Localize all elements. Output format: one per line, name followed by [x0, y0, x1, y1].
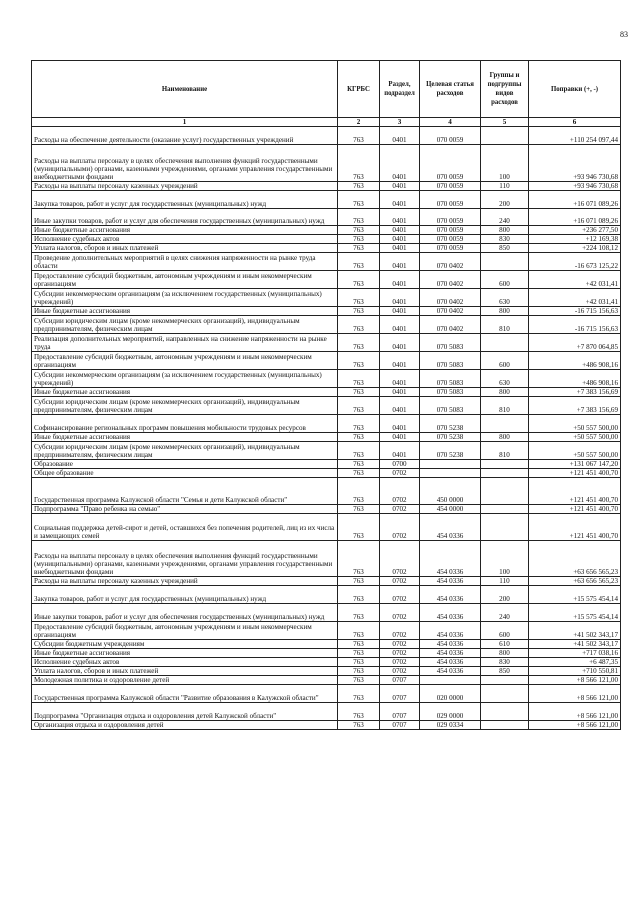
row-amount-cell: +12 169,38 [529, 235, 621, 244]
row-amount-cell: +7 870 064,85 [529, 334, 621, 352]
row-section-cell: 0401 [380, 145, 420, 182]
row-type-cell: 810 [481, 442, 529, 460]
table-row [32, 370, 621, 388]
row-kgrbs-cell: 763 [338, 586, 380, 604]
row-kgrbs-cell: 763 [338, 209, 380, 226]
column-number: 4 [420, 118, 481, 127]
row-type-cell: 630 [481, 370, 529, 388]
row-kgrbs-cell: 763 [338, 388, 380, 397]
row-amount-cell: +16 071 089,26 [529, 191, 621, 209]
row-type-cell [481, 676, 529, 685]
row-kgrbs-cell: 763 [338, 352, 380, 370]
table-row [32, 307, 621, 316]
table-row [32, 244, 621, 253]
row-name-cell: Молодежная политика и оздоровление детей [32, 676, 338, 685]
row-name-cell: Закупка товаров, работ и услуг для государственных (муниципальных) нужд [32, 191, 338, 209]
row-type-cell: 800 [481, 433, 529, 442]
row-kgrbs-cell: 763 [338, 442, 380, 460]
row-kgrbs-cell: 763 [338, 397, 380, 415]
row-kgrbs-cell: 763 [338, 541, 380, 577]
budget-amendments-table [31, 60, 621, 730]
row-type-cell [481, 685, 529, 703]
table-row [32, 415, 621, 433]
row-amount-cell: -16 715 156,63 [529, 316, 621, 334]
row-target-cell: 070 5238 [420, 442, 481, 460]
row-type-cell: 110 [481, 577, 529, 586]
row-section-cell: 0702 [380, 667, 420, 676]
row-type-cell: 110 [481, 182, 529, 191]
row-target-cell: 070 0402 [420, 289, 481, 307]
row-kgrbs-cell: 763 [338, 649, 380, 658]
row-amount-cell: +236 277,50 [529, 226, 621, 235]
row-section-cell: 0702 [380, 469, 420, 478]
row-target-cell: 070 5083 [420, 352, 481, 370]
header-target: Целевая статья расходов [420, 61, 481, 118]
table-row [32, 209, 621, 226]
row-kgrbs-cell: 763 [338, 271, 380, 289]
row-section-cell: 0707 [380, 685, 420, 703]
row-target-cell: 070 0059 [420, 209, 481, 226]
row-target-cell: 070 0402 [420, 316, 481, 334]
row-section-cell: 0702 [380, 640, 420, 649]
row-kgrbs-cell: 763 [338, 226, 380, 235]
column-number: 6 [529, 118, 621, 127]
row-amount-cell: +6 487,35 [529, 658, 621, 667]
row-amount-cell: +50 557 500,00 [529, 442, 621, 460]
row-type-cell: 850 [481, 667, 529, 676]
row-section-cell: 0401 [380, 307, 420, 316]
row-name-cell: Образование [32, 460, 338, 469]
row-type-cell: 850 [481, 244, 529, 253]
row-kgrbs-cell: 763 [338, 658, 380, 667]
row-amount-cell: +8 566 121,00 [529, 703, 621, 721]
row-type-cell [481, 721, 529, 730]
row-name-cell: Субсидии некоммерческим организациям (за исключением государственных (муниципальных) учреждений) [32, 370, 338, 388]
table-row [32, 505, 621, 514]
column-number: 5 [481, 118, 529, 127]
row-amount-cell: +486 908,16 [529, 352, 621, 370]
table-body [32, 127, 621, 730]
row-kgrbs-cell: 763 [338, 478, 380, 505]
row-section-cell: 0401 [380, 334, 420, 352]
table-row [32, 352, 621, 370]
row-target-cell: 070 5083 [420, 370, 481, 388]
row-name-cell: Расходы на выплаты персоналу казенных учреждений [32, 577, 338, 586]
row-type-cell: 600 [481, 352, 529, 370]
row-name-cell: Субсидии юридическим лицам (кроме некоммерческих организаций), индивидуальным предпринимателям, физическим лицам [32, 397, 338, 415]
table-row [32, 469, 621, 478]
row-target-cell: 454 0336 [420, 604, 481, 622]
row-section-cell: 0401 [380, 253, 420, 271]
row-section-cell: 0401 [380, 442, 420, 460]
row-amount-cell: +42 031,41 [529, 271, 621, 289]
row-section-cell: 0401 [380, 244, 420, 253]
row-name-cell: Подпрограмма "Организация отдыха и оздоровления детей Калужской области" [32, 703, 338, 721]
row-target-cell: 020 0000 [420, 685, 481, 703]
row-section-cell: 0401 [380, 397, 420, 415]
row-kgrbs-cell: 763 [338, 127, 380, 145]
row-name-cell: Субсидии юридическим лицам (кроме некоммерческих организаций), индивидуальным предпринимателям, физическим лицам [32, 442, 338, 460]
row-target-cell: 454 0336 [420, 622, 481, 640]
row-target-cell: 070 5083 [420, 388, 481, 397]
row-section-cell: 0401 [380, 271, 420, 289]
row-name-cell: Государственная программа Калужской области "Развитие образования в Калужской области" [32, 685, 338, 703]
row-target-cell: 070 0059 [420, 145, 481, 182]
row-kgrbs-cell: 763 [338, 191, 380, 209]
table-row [32, 145, 621, 182]
row-target-cell: 070 0402 [420, 307, 481, 316]
row-target-cell: 070 5083 [420, 397, 481, 415]
row-kgrbs-cell: 763 [338, 307, 380, 316]
table-row [32, 604, 621, 622]
column-numbers-row [32, 118, 621, 127]
table-row [32, 271, 621, 289]
row-target-cell: 070 0059 [420, 244, 481, 253]
row-target-cell: 070 0059 [420, 235, 481, 244]
row-name-cell: Уплата налогов, сборов и иных платежей [32, 244, 338, 253]
row-amount-cell: +131 067 147,20 [529, 460, 621, 469]
row-kgrbs-cell: 763 [338, 235, 380, 244]
row-amount-cell: +50 557 500,00 [529, 433, 621, 442]
header-type: Группы и подгруппы видов расходов [481, 61, 529, 118]
row-name-cell: Предоставление субсидий бюджетным, автономным учреждениям и иным некоммерческим организациям [32, 352, 338, 370]
row-name-cell: Организация отдыха и оздоровления детей [32, 721, 338, 730]
row-name-cell: Проведение дополнительных мероприятий в целях снижения напряженности на рынке труда области [32, 253, 338, 271]
table-row [32, 577, 621, 586]
row-kgrbs-cell: 763 [338, 514, 380, 541]
row-target-cell: 029 0000 [420, 703, 481, 721]
row-amount-cell: +110 254 097,44 [529, 127, 621, 145]
row-target-cell: 070 0059 [420, 191, 481, 209]
row-name-cell: Субсидии бюджетным учреждениям [32, 640, 338, 649]
row-type-cell [481, 460, 529, 469]
row-type-cell: 600 [481, 271, 529, 289]
row-amount-cell: +41 502 343,17 [529, 640, 621, 649]
row-amount-cell: +8 566 121,00 [529, 685, 621, 703]
row-kgrbs-cell: 763 [338, 244, 380, 253]
row-section-cell: 0702 [380, 604, 420, 622]
row-type-cell: 200 [481, 191, 529, 209]
row-type-cell [481, 505, 529, 514]
row-name-cell: Иные бюджетные ассигнования [32, 649, 338, 658]
row-amount-cell: +7 383 156,69 [529, 388, 621, 397]
row-section-cell: 0707 [380, 703, 420, 721]
column-number: 1 [32, 118, 338, 127]
row-type-cell: 830 [481, 235, 529, 244]
row-target-cell: 070 5083 [420, 334, 481, 352]
row-type-cell [481, 415, 529, 433]
table-row [32, 541, 621, 577]
row-amount-cell: +8 566 121,00 [529, 676, 621, 685]
row-name-cell: Государственная программа Калужской области "Семья и дети Калужской области" [32, 478, 338, 505]
row-name-cell: Иные бюджетные ассигнования [32, 307, 338, 316]
row-amount-cell: +50 557 500,00 [529, 415, 621, 433]
row-name-cell: Предоставление субсидий бюджетным, автономным учреждениям и иным некоммерческим организациям [32, 271, 338, 289]
row-name-cell: Иные бюджетные ассигнования [32, 388, 338, 397]
row-target-cell: 070 0059 [420, 226, 481, 235]
row-type-cell [481, 478, 529, 505]
row-name-cell: Исполнение судебных актов [32, 235, 338, 244]
row-section-cell: 0702 [380, 577, 420, 586]
row-section-cell: 0702 [380, 514, 420, 541]
table-row [32, 253, 621, 271]
table-row [32, 226, 621, 235]
row-name-cell: Расходы на обеспечение деятельности (оказание услуг) государственных учреждений [32, 127, 338, 145]
row-type-cell: 800 [481, 226, 529, 235]
table-row [32, 649, 621, 658]
table-row [32, 667, 621, 676]
table-header-row [32, 61, 621, 118]
header-kgrbs: КГРБС [338, 61, 380, 118]
row-type-cell [481, 469, 529, 478]
row-section-cell: 0702 [380, 505, 420, 514]
row-section-cell: 0401 [380, 352, 420, 370]
table-row [32, 685, 621, 703]
row-name-cell: Иные закупки товаров, работ и услуг для обеспечения государственных (муниципальных) нужд [32, 209, 338, 226]
row-amount-cell: +93 946 730,68 [529, 145, 621, 182]
table-row [32, 191, 621, 209]
row-kgrbs-cell: 763 [338, 577, 380, 586]
row-kgrbs-cell: 763 [338, 145, 380, 182]
row-target-cell: 070 0402 [420, 271, 481, 289]
row-section-cell: 0401 [380, 415, 420, 433]
row-type-cell: 100 [481, 541, 529, 577]
table-row [32, 433, 621, 442]
row-kgrbs-cell: 763 [338, 182, 380, 191]
row-section-cell: 0702 [380, 658, 420, 667]
row-kgrbs-cell: 763 [338, 460, 380, 469]
row-name-cell: Субсидии некоммерческим организациям (за исключением государственных (муниципальных) учреждений) [32, 289, 338, 307]
row-kgrbs-cell: 763 [338, 667, 380, 676]
row-amount-cell: +121 451 400,70 [529, 478, 621, 505]
page-number: 83 [620, 30, 628, 39]
row-amount-cell: +41 502 343,17 [529, 622, 621, 640]
table-row [32, 703, 621, 721]
row-section-cell: 0702 [380, 586, 420, 604]
row-type-cell: 610 [481, 640, 529, 649]
table-row [32, 388, 621, 397]
row-kgrbs-cell: 763 [338, 676, 380, 685]
row-amount-cell: +121 451 400,70 [529, 505, 621, 514]
table-row [32, 658, 621, 667]
row-kgrbs-cell: 763 [338, 370, 380, 388]
row-name-cell: Расходы на выплаты персоналу казенных учреждений [32, 182, 338, 191]
row-type-cell: 630 [481, 289, 529, 307]
row-amount-cell: -16 673 125,22 [529, 253, 621, 271]
row-target-cell: 454 0336 [420, 541, 481, 577]
row-type-cell: 800 [481, 307, 529, 316]
header-section: Раздел, подраздел [380, 61, 420, 118]
row-target-cell: 454 0336 [420, 640, 481, 649]
row-name-cell: Расходы на выплаты персоналу в целях обеспечения выполнения функций государственными (муниципальными) органами, казенными учреждениями, органами управления государственными внебюджетными фондами [32, 145, 338, 182]
row-section-cell: 0707 [380, 721, 420, 730]
column-number: 2 [338, 118, 380, 127]
row-section-cell: 0401 [380, 289, 420, 307]
row-section-cell: 0702 [380, 478, 420, 505]
table-row [32, 622, 621, 640]
row-amount-cell: +15 575 454,14 [529, 604, 621, 622]
table-row [32, 460, 621, 469]
row-target-cell [420, 460, 481, 469]
row-section-cell: 0401 [380, 316, 420, 334]
row-type-cell: 240 [481, 209, 529, 226]
row-section-cell: 0401 [380, 191, 420, 209]
table-row [32, 127, 621, 145]
column-number: 3 [380, 118, 420, 127]
table-row [32, 316, 621, 334]
row-section-cell: 0702 [380, 622, 420, 640]
row-kgrbs-cell: 763 [338, 253, 380, 271]
table-row [32, 478, 621, 505]
row-target-cell: 070 0059 [420, 182, 481, 191]
row-type-cell: 800 [481, 649, 529, 658]
row-amount-cell: +710 550,81 [529, 667, 621, 676]
row-target-cell [420, 469, 481, 478]
row-target-cell: 070 0402 [420, 253, 481, 271]
row-kgrbs-cell: 763 [338, 721, 380, 730]
row-section-cell: 0401 [380, 370, 420, 388]
row-name-cell: Иные бюджетные ассигнования [32, 433, 338, 442]
row-amount-cell: +121 451 400,70 [529, 469, 621, 478]
row-section-cell: 0401 [380, 433, 420, 442]
row-target-cell: 070 5238 [420, 433, 481, 442]
row-kgrbs-cell: 763 [338, 415, 380, 433]
table-row [32, 676, 621, 685]
row-amount-cell: +7 383 156,69 [529, 397, 621, 415]
row-kgrbs-cell: 763 [338, 469, 380, 478]
row-type-cell: 600 [481, 622, 529, 640]
row-section-cell: 0401 [380, 182, 420, 191]
row-name-cell: Общее образование [32, 469, 338, 478]
row-target-cell: 454 0336 [420, 667, 481, 676]
row-amount-cell: +486 908,16 [529, 370, 621, 388]
row-section-cell: 0401 [380, 235, 420, 244]
row-type-cell [481, 127, 529, 145]
row-amount-cell: +8 566 121,00 [529, 721, 621, 730]
row-section-cell: 0702 [380, 541, 420, 577]
row-name-cell: Иные бюджетные ассигнования [32, 226, 338, 235]
row-kgrbs-cell: 763 [338, 685, 380, 703]
row-name-cell: Подпрограмма "Право ребенка на семью" [32, 505, 338, 514]
row-target-cell: 454 0336 [420, 586, 481, 604]
row-amount-cell: -16 715 156,63 [529, 307, 621, 316]
row-name-cell: Софинансирование региональных программ повышения мобильности трудовых ресурсов [32, 415, 338, 433]
table-row [32, 235, 621, 244]
row-amount-cell: +93 946 730,68 [529, 182, 621, 191]
row-type-cell: 100 [481, 145, 529, 182]
row-target-cell: 454 0336 [420, 658, 481, 667]
row-kgrbs-cell: 763 [338, 316, 380, 334]
row-type-cell: 810 [481, 316, 529, 334]
row-type-cell: 200 [481, 586, 529, 604]
row-kgrbs-cell: 763 [338, 433, 380, 442]
row-amount-cell: +224 108,12 [529, 244, 621, 253]
row-type-cell [481, 253, 529, 271]
row-amount-cell: +63 656 565,23 [529, 577, 621, 586]
row-type-cell: 830 [481, 658, 529, 667]
table-row [32, 721, 621, 730]
row-name-cell: Расходы на выплаты персоналу в целях обеспечения выполнения функций государственными (муниципальными) органами, казенными учреждениями, органами управления государственными внебюджетными фондами [32, 541, 338, 577]
row-kgrbs-cell: 763 [338, 703, 380, 721]
row-amount-cell: +42 031,41 [529, 289, 621, 307]
row-kgrbs-cell: 763 [338, 640, 380, 649]
row-kgrbs-cell: 763 [338, 289, 380, 307]
row-amount-cell: +121 451 400,70 [529, 514, 621, 541]
row-kgrbs-cell: 763 [338, 622, 380, 640]
row-target-cell: 070 0059 [420, 127, 481, 145]
row-target-cell: 450 0000 [420, 478, 481, 505]
row-amount-cell: +16 071 089,26 [529, 209, 621, 226]
row-name-cell: Уплата налогов, сборов и иных платежей [32, 667, 338, 676]
row-name-cell: Иные закупки товаров, работ и услуг для обеспечения государственных (муниципальных) нужд [32, 604, 338, 622]
row-target-cell: 454 0336 [420, 514, 481, 541]
row-name-cell: Предоставление субсидий бюджетным, автономным учреждениям и иным некоммерческим организациям [32, 622, 338, 640]
table-row [32, 182, 621, 191]
row-section-cell: 0702 [380, 649, 420, 658]
row-kgrbs-cell: 763 [338, 505, 380, 514]
row-name-cell: Закупка товаров, работ и услуг для государственных (муниципальных) нужд [32, 586, 338, 604]
row-target-cell [420, 676, 481, 685]
row-target-cell: 029 0334 [420, 721, 481, 730]
header-amount: Поправки (+, -) [529, 61, 621, 118]
table-row [32, 334, 621, 352]
row-amount-cell: +15 575 454,14 [529, 586, 621, 604]
row-name-cell: Реализация дополнительных мероприятий, направленных на снижение напряженности на рынке труда [32, 334, 338, 352]
row-type-cell: 800 [481, 388, 529, 397]
table-row [32, 586, 621, 604]
row-section-cell: 0401 [380, 209, 420, 226]
row-kgrbs-cell: 763 [338, 334, 380, 352]
row-name-cell: Субсидии юридическим лицам (кроме некоммерческих организаций), индивидуальным предпринимателям, физическим лицам [32, 316, 338, 334]
table-row [32, 442, 621, 460]
row-target-cell: 454 0336 [420, 577, 481, 586]
row-target-cell: 454 0336 [420, 649, 481, 658]
table-row [32, 514, 621, 541]
row-name-cell: Социальная поддержка детей-сирот и детей, оставшихся без попечения родителей, лиц из их числа и замещающих семей [32, 514, 338, 541]
row-target-cell: 070 5238 [420, 415, 481, 433]
table-row [32, 397, 621, 415]
row-section-cell: 0401 [380, 127, 420, 145]
row-name-cell: Исполнение судебных актов [32, 658, 338, 667]
row-section-cell: 0401 [380, 226, 420, 235]
row-section-cell: 0707 [380, 676, 420, 685]
row-amount-cell: +63 656 565,23 [529, 541, 621, 577]
row-amount-cell: +717 038,16 [529, 649, 621, 658]
row-type-cell [481, 703, 529, 721]
row-kgrbs-cell: 763 [338, 604, 380, 622]
row-type-cell: 810 [481, 397, 529, 415]
table-row [32, 640, 621, 649]
row-section-cell: 0401 [380, 388, 420, 397]
table-row [32, 289, 621, 307]
row-type-cell [481, 514, 529, 541]
row-target-cell: 454 0000 [420, 505, 481, 514]
row-type-cell [481, 334, 529, 352]
row-section-cell: 0700 [380, 460, 420, 469]
header-name: Наименование [32, 61, 338, 118]
row-type-cell: 240 [481, 604, 529, 622]
